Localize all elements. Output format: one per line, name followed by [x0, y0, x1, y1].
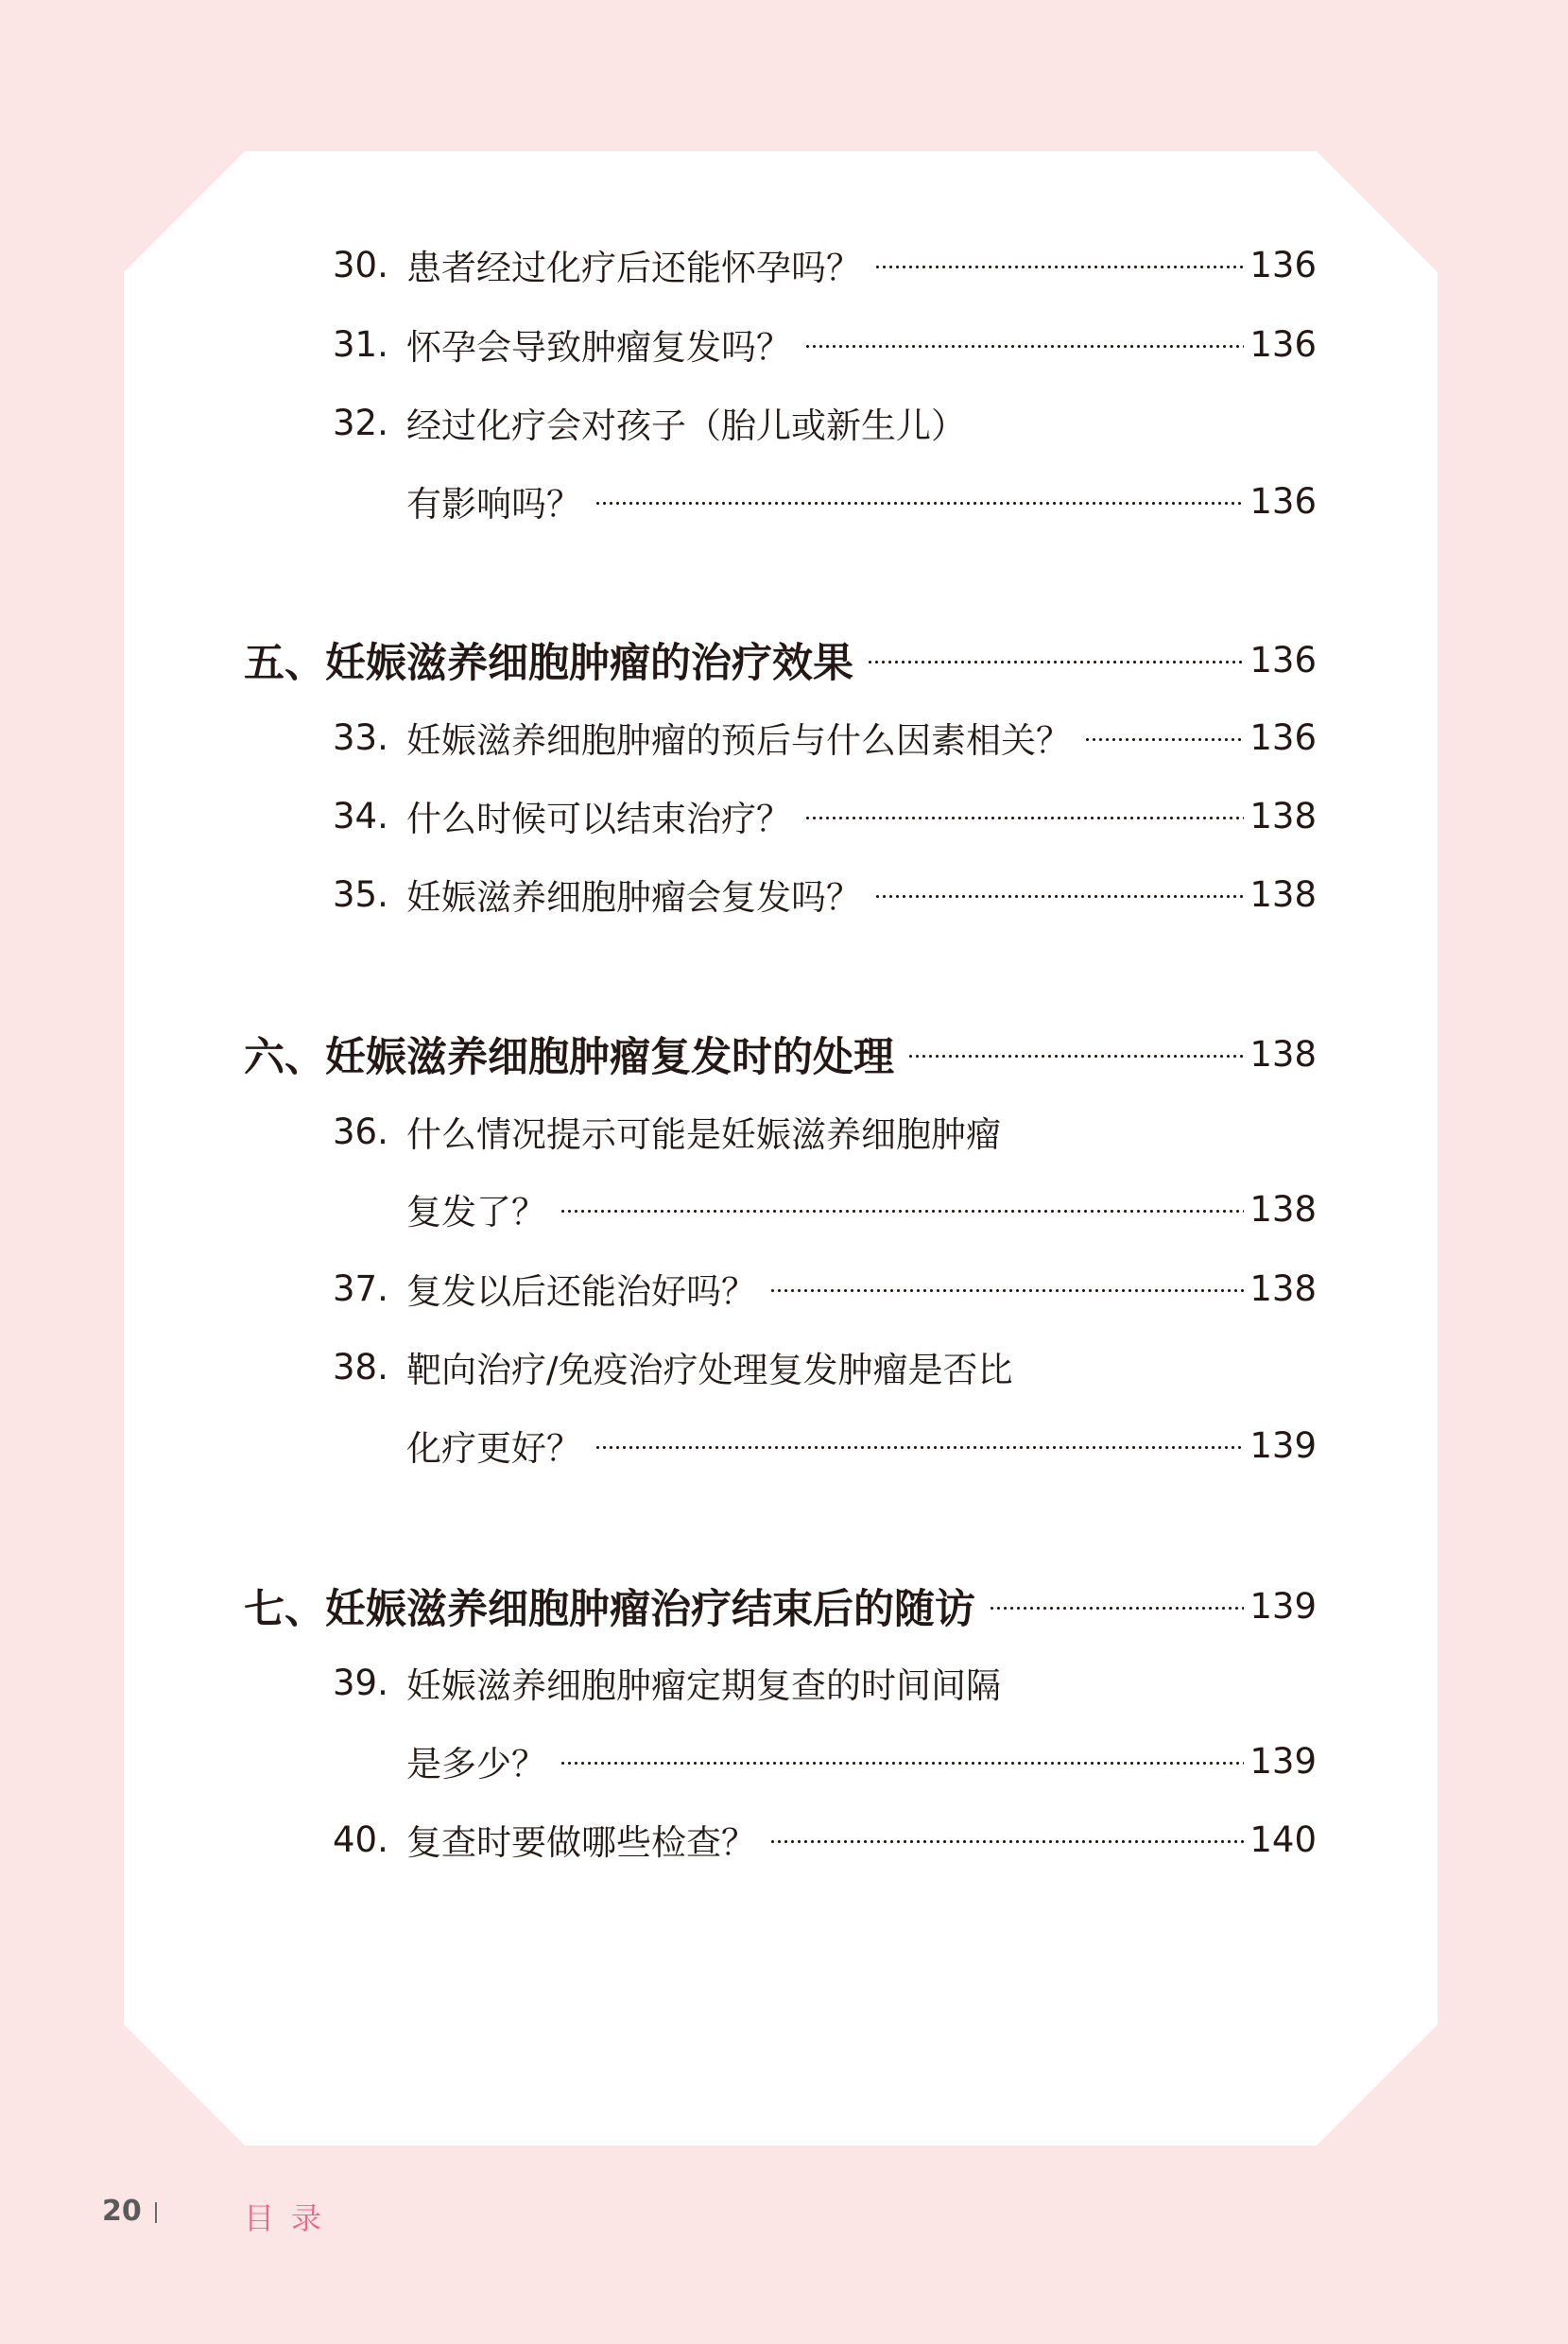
entry-title-continued: 有影响吗？: [406, 484, 581, 525]
toc-entry-32[interactable]: [333, 394, 1317, 451]
entry-title: 靶向治疗/免疫治疗处理复发肿瘤是否比: [406, 1350, 1013, 1390]
entry-number: 31.: [333, 323, 388, 365]
entry-page: 136: [1249, 244, 1317, 285]
toc-entry-30[interactable]: [333, 236, 1317, 293]
entry-page: 139: [1249, 1424, 1317, 1466]
section-title: 五、妊娠滋养细胞肿瘤的治疗效果: [244, 639, 853, 687]
entry-page: 140: [1249, 1818, 1317, 1860]
section-page: 139: [1249, 1585, 1317, 1627]
entry-number: 33.: [333, 716, 388, 758]
dot-leader: [867, 661, 1244, 664]
toc-entry-39-continued[interactable]: [406, 1732, 1317, 1789]
toc-entry-32-continued[interactable]: [406, 473, 1317, 529]
entry-number: 34.: [333, 795, 388, 836]
toc-entry-35[interactable]: [333, 866, 1317, 922]
entry-page: 138: [1249, 873, 1317, 915]
entry-title: 复发以后还能治好吗？: [406, 1271, 756, 1312]
dot-leader: [769, 1840, 1244, 1843]
entry-number: 32.: [333, 402, 388, 443]
entry-title-continued: 是多少？: [406, 1744, 546, 1784]
toc-entry-33[interactable]: [333, 709, 1317, 766]
footer-section-label: 目录: [244, 2200, 339, 2236]
dot-leader: [560, 1210, 1244, 1213]
entry-page: 138: [1249, 795, 1317, 836]
toc-section-7[interactable]: [244, 1577, 1317, 1634]
entry-title: 妊娠滋养细胞肿瘤定期复查的时间间隔: [406, 1665, 1001, 1706]
entry-page: 138: [1249, 1188, 1317, 1230]
entry-number: 36.: [333, 1111, 388, 1152]
entry-title: 患者经过化疗后还能怀孕吗？: [406, 248, 861, 288]
entry-page: 136: [1249, 480, 1317, 522]
entry-title: 复查时要做哪些检查？: [406, 1822, 756, 1863]
section-page: 138: [1249, 1033, 1317, 1075]
entry-number: 39.: [333, 1662, 388, 1703]
entry-page: 138: [1249, 1267, 1317, 1309]
dot-leader: [874, 895, 1244, 898]
toc-entry-38-continued[interactable]: [406, 1417, 1317, 1474]
entry-title: 什么情况提示可能是妊娠滋养细胞肿瘤: [406, 1114, 1001, 1155]
dot-leader: [907, 1055, 1244, 1058]
toc-entry-36-continued[interactable]: [406, 1181, 1317, 1237]
entry-title: 经过化疗会对孩子（胎儿或新生儿）: [406, 405, 966, 446]
section-page: 136: [1249, 639, 1317, 681]
entry-title: 怀孕会导致肿瘤复发吗？: [406, 327, 791, 368]
toc-entry-40[interactable]: [333, 1811, 1317, 1868]
entry-number: 40.: [333, 1818, 388, 1860]
dot-leader: [1084, 738, 1244, 741]
dot-leader: [874, 266, 1244, 268]
entry-page: 136: [1249, 716, 1317, 758]
dot-leader: [594, 502, 1244, 505]
entry-title: 妊娠滋养细胞肿瘤会复发吗？: [406, 877, 861, 918]
entry-title: 什么时候可以结束治疗？: [406, 799, 791, 839]
toc-entry-34[interactable]: [333, 787, 1317, 844]
toc-entry-39[interactable]: [333, 1654, 1317, 1711]
entry-page: 139: [1249, 1740, 1317, 1782]
entry-number: 37.: [333, 1267, 388, 1309]
dot-leader: [594, 1446, 1244, 1449]
toc-section-5[interactable]: [244, 631, 1317, 688]
footer-divider: [155, 2202, 157, 2223]
entry-number: 35.: [333, 873, 388, 915]
entry-title: 妊娠滋养细胞肿瘤的预后与什么因素相关？: [406, 720, 1071, 761]
toc-entry-31[interactable]: [333, 316, 1317, 372]
dot-leader: [804, 345, 1244, 348]
entry-title-continued: 复发了？: [406, 1192, 546, 1232]
toc-section-6[interactable]: [244, 1026, 1317, 1082]
entry-page: 136: [1249, 323, 1317, 365]
page-number: 20: [102, 2195, 142, 2228]
toc-entry-38[interactable]: [333, 1338, 1317, 1395]
toc-entry-37[interactable]: [333, 1260, 1317, 1317]
section-title: 七、妊娠滋养细胞肿瘤治疗结束后的随访: [244, 1585, 975, 1633]
entry-title-continued: 化疗更好？: [406, 1428, 581, 1469]
entry-number: 30.: [333, 244, 388, 285]
dot-leader: [804, 817, 1244, 819]
dot-leader: [560, 1762, 1244, 1765]
toc-entry-36[interactable]: [333, 1103, 1317, 1160]
entry-number: 38.: [333, 1346, 388, 1387]
dot-leader: [989, 1607, 1244, 1610]
section-title: 六、妊娠滋养细胞肿瘤复发时的处理: [244, 1033, 894, 1081]
dot-leader: [769, 1289, 1244, 1292]
